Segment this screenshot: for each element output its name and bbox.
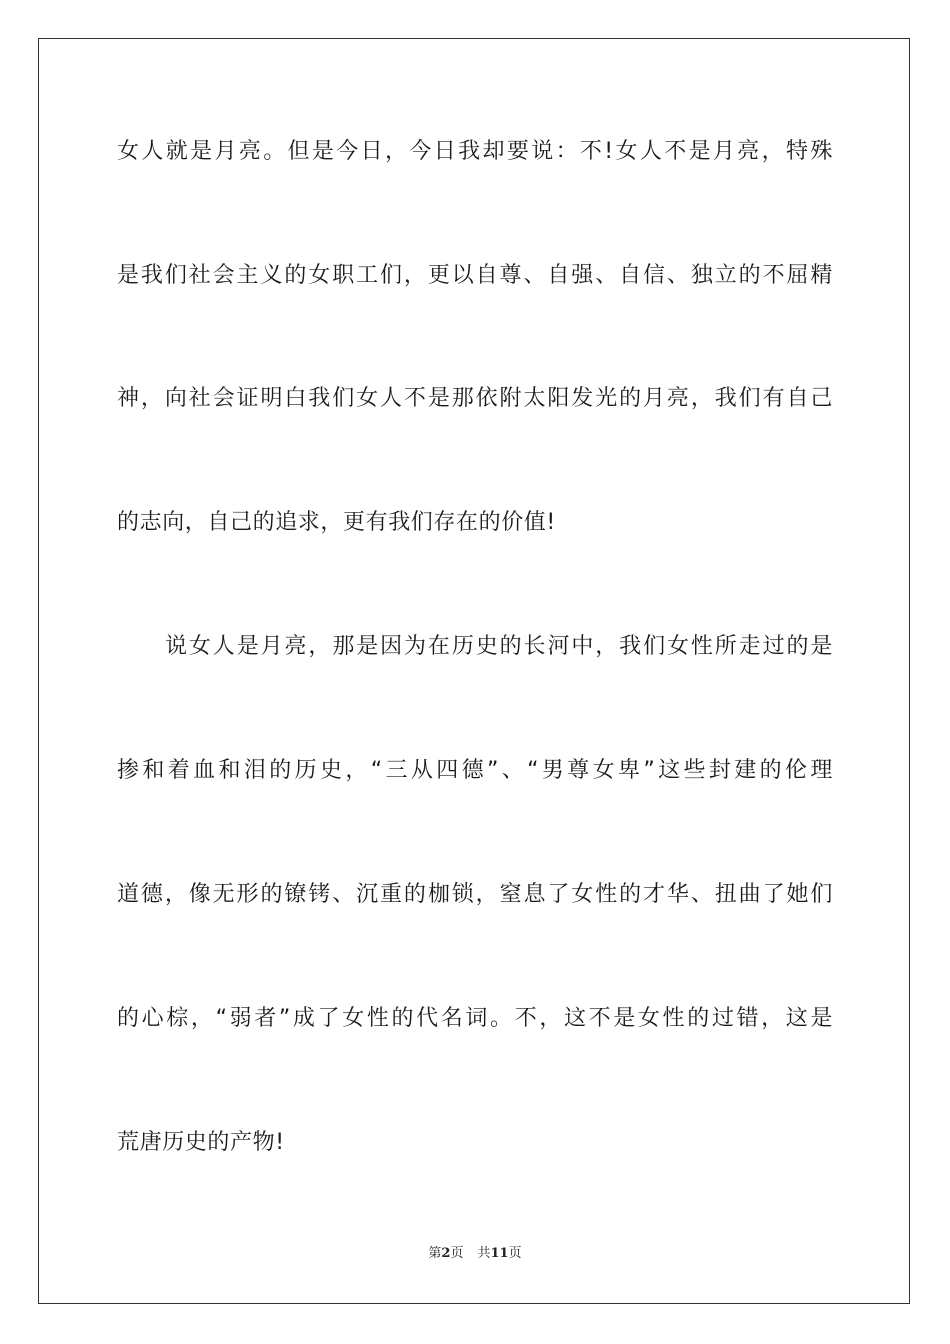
total-pages: 11 [490,1246,509,1261]
page-number: 2 [441,1246,451,1261]
text-line: 荒唐历史的产物! [117,1130,285,1155]
text-line: 的心棕，“弱者”成了女性的代名词。不，这不是女性的过错，这是 [117,1006,833,1031]
page-indicator: 第2页 [428,1246,464,1261]
page-border [38,38,910,1304]
text-line: 女人就是月亮。但是今日，今日我却要说：不!女人不是月亮，特殊 [117,139,833,164]
text-line: 神，向社会证明白我们女人不是那依附太阳发光的月亮，我们有自己 [117,386,833,411]
text-line: 说女人是月亮，那是因为在历史的长河中，我们女性所走过的是 [165,634,833,659]
text-line: 是我们社会主义的女职工们，更以自尊、自强、自信、独立的不屈精 [117,263,833,288]
text-line: 道德，像无形的镣铐、沉重的枷锁，窒息了女性的才华、扭曲了她们 [117,882,833,907]
page-footer [0,1245,950,1263]
total-pages-indicator: 共11页 [477,1246,522,1261]
text-line: 的志向，自己的追求，更有我们存在的价值! [117,510,556,535]
text-line: 掺和着血和泪的历史，“三从四德”、“男尊女卑”这些封建的伦理 [117,758,833,783]
